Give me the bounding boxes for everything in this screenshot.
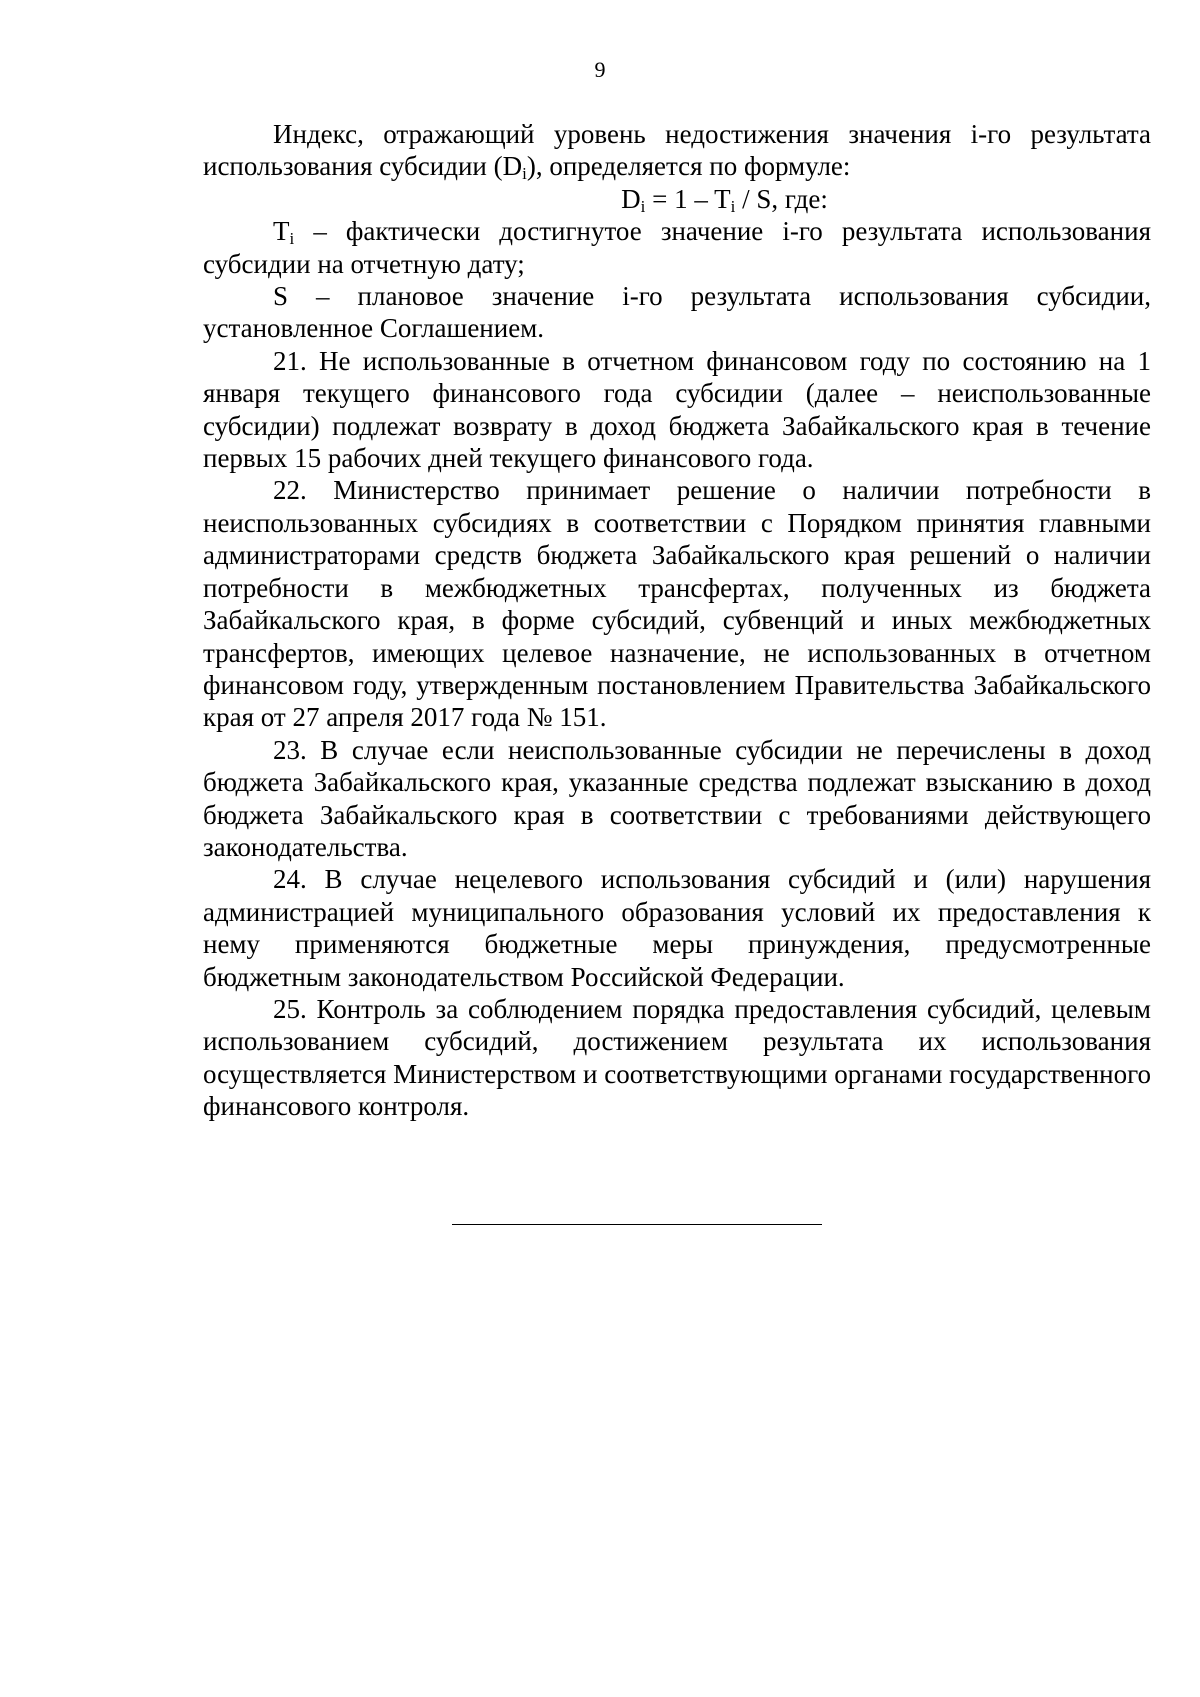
definition-t-text: – фактически достигнутое значение i-го результата использования субсидии на отчетную дату; [203, 216, 1151, 279]
paragraph-21: 21. Не использованные в отчетном финансовом году по состоянию на 1 января текущего финансового года субсидии (далее – неиспользованные субсидии) подлежат возврату в доход бюджета Забайкальского края в течение первых 15 рабочих дней текущего финансового года. [203, 345, 1151, 474]
index-intro-paragraph [203, 118, 1151, 183]
document-body [203, 118, 1151, 1123]
definition-t-letter: T [273, 216, 290, 247]
page-number: 9 [594, 57, 606, 82]
formula-d-subscript: i [640, 196, 646, 216]
index-intro-text-end: ), определяется по формуле: [526, 151, 851, 182]
definition-s-paragraph: S – плановое значение i-го результата использования субсидии, установленное Соглашением. [203, 281, 1151, 344]
definition-t-subscript: i [289, 229, 295, 249]
formula-end: / S, где: [735, 183, 828, 214]
paragraph-25: 25. Контроль за соблюдением порядка предоставления субсидий, целевым использованием субсидий, достижением результата их использования осуществляется Министерством и соответствующими органами государственного финансового контроля. [203, 993, 1151, 1122]
formula-d: D [621, 183, 641, 214]
paragraph-24: 24. В случае нецелевого использования субсидий и (или) нарушения администрацией муниципального образования условий их предоставления к нему применяются бюджетные меры принуждения, предусмотренные бюджетным законодательством Российской Федерации. [203, 864, 1151, 992]
formula-t-subscript: i [730, 196, 736, 216]
index-intro-text: Индекс, отражающий уровень недостижения значения i-го результата использования субсидии (D [203, 119, 1151, 182]
formula-line [203, 183, 1151, 215]
definition-t-paragraph [203, 215, 1151, 280]
document-end-divider [452, 1224, 822, 1225]
paragraph-22: 22. Министерство принимает решение о наличии потребности в неиспользованных субсидиях в соответствии с Порядком принятия главными администраторами средств бюджета Забайкальского края решений о наличии потребности в межбюджетных трансфертах, полученных из бюджета Забайкальского края, в форме субсидий, субвенций и иных межбюджетных трансфертов, имеющих целевое назначение, не использованных в отчетном финансовом году, утвержденным постановлением Правительства Забайкальского края от 27 апреля 2017 года № 151. [203, 475, 1151, 733]
formula-middle: = 1 – T [645, 183, 731, 214]
paragraph-23: 23. В случае если неиспользованные субсидии не перечислены в доход бюджета Забайкальского края, указанные средства подлежат взысканию в доход бюджета Забайкальского края в соответствии с требованиями действующего законодательства. [203, 734, 1151, 862]
index-intro-subscript: i [522, 164, 527, 184]
